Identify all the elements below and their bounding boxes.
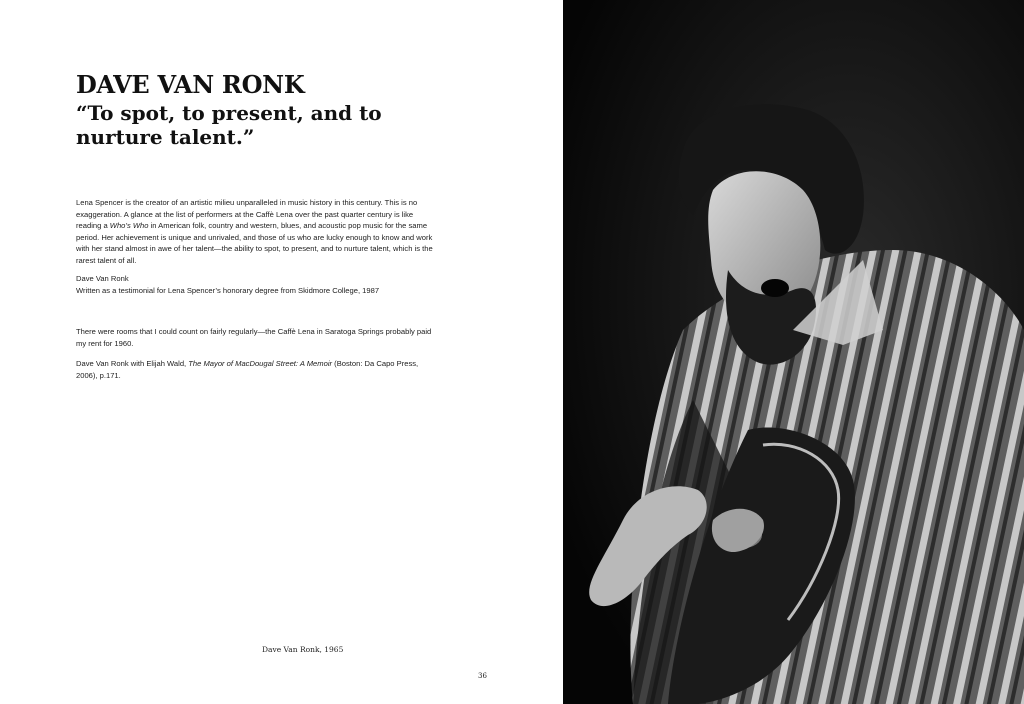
citation-book-title: The Mayor of MacDougal Street: A Memoir: [188, 359, 333, 368]
testimonial-paragraph: [76, 197, 438, 267]
testimonial-text-end: in American folk, country and western, blues, and acoustic pop music for the same period. Her achievement is unique and unrivaled, and those of us who are lucky enough to know and work with her stand almost in awe of her talent—the ability to spot, to present, and to nurture talent, which is the rarest talent of all.: [76, 221, 433, 265]
page-title: DAVE VAN RONK: [76, 70, 305, 99]
memoir-citation: [76, 358, 438, 381]
attribution-note: Written as a testimonial for Lena Spencer’s honorary degree from Skidmore College, 1987: [76, 285, 380, 295]
page-subtitle-quote: “To spot, to present, and to nurture talent.”: [76, 101, 382, 149]
testimonial-italic-title: Who’s Who: [109, 221, 149, 231]
attribution-name: Dave Van Ronk: [76, 274, 129, 283]
page-number: 36: [478, 672, 487, 680]
citation-publisher: (Boston: Da Capo Press, 2006), p.171.: [76, 359, 419, 380]
testimonial-text-start: Lena Spencer is the creator of an artistic milieu unparalleled in music history in this century. This is no exaggeration. A glance at the list of performers at the Caffè Lena over the past quarter century is like reading a: [76, 198, 418, 231]
photo-caption: Dave Van Ronk, 1965: [262, 645, 344, 654]
citation-authors: Dave Van Ronk with Elijah Wald,: [76, 359, 189, 368]
testimonial-attribution: [76, 273, 438, 296]
portrait-photo: [563, 0, 1024, 704]
memoir-quote-paragraph: There were rooms that I could count on fairly regularly—the Caffè Lena in Saratoga Springs probably paid my rent for 1960.: [76, 327, 432, 348]
